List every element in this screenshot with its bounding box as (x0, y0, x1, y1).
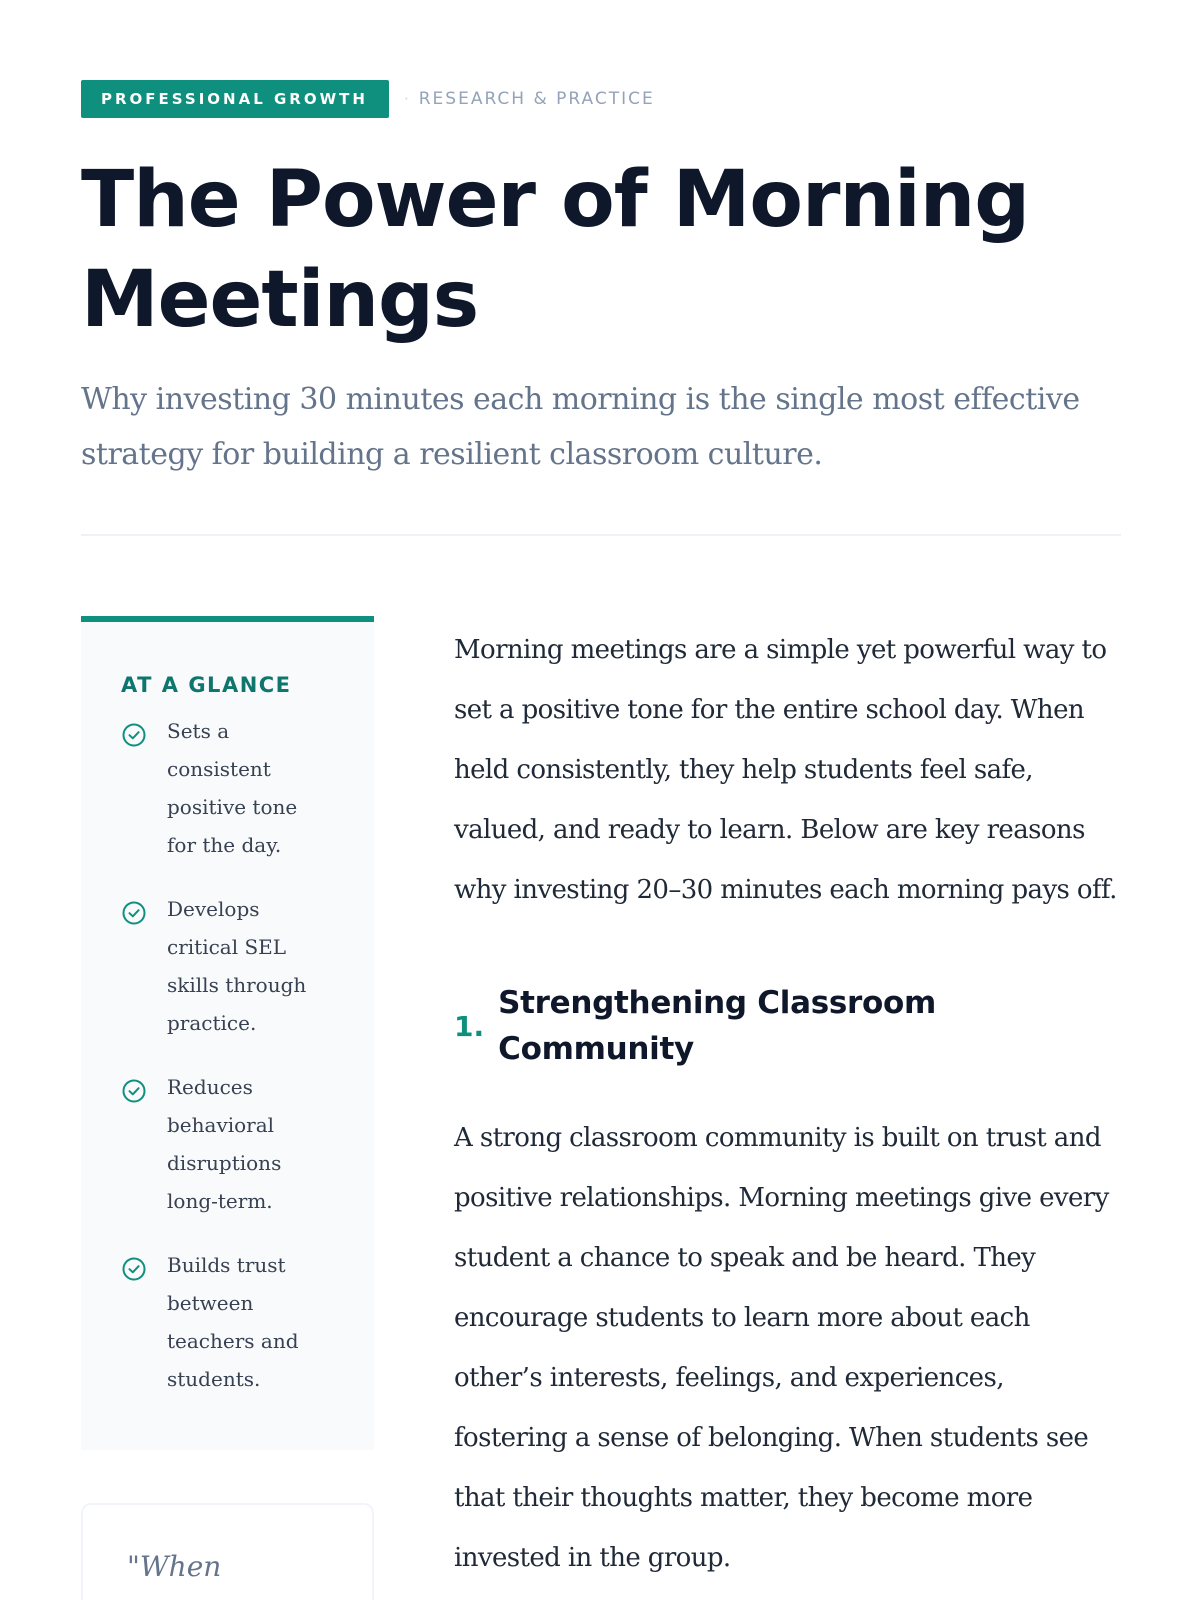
section-number: 1. (454, 1009, 485, 1043)
at-a-glance-list (121, 712, 354, 1398)
list-item-text: Develops critical SEL skills through practice. (167, 897, 307, 1035)
check-circle-icon (121, 900, 147, 926)
pull-quote-text: "When (127, 1550, 222, 1583)
list-item (121, 712, 354, 864)
section-heading (454, 980, 1121, 1072)
section-paragraph: A strong classroom community is built on trust and positive relationships. Morning meetings give every student a chance to speak and be heard. They encourage students to learn more about each other’s interests, feelings, and experiences, fostering a sense of belonging. When students see that their thoughts matter, they become more invested in the group. (454, 1123, 1109, 1573)
section-title: Strengthening Classroom Community (498, 985, 936, 1067)
check-circle-icon (121, 1256, 147, 1282)
check-circle-icon (121, 722, 147, 748)
page-subtitle: Why investing 30 minutes each morning is the single most effective strategy for building a resilient classroom culture. (81, 382, 1080, 472)
list-item-text: Builds trust between teachers and students. (167, 1253, 299, 1391)
pull-quote-card (81, 1503, 374, 1600)
list-item (121, 890, 354, 1042)
list-item-text: Sets a consistent positive tone for the day. (167, 719, 298, 857)
header-divider (81, 534, 1121, 536)
list-item-text: Reduces behavioral disruptions long-term. (167, 1075, 282, 1213)
category-label[interactable]: RESEARCH & PRACTICE (418, 89, 655, 109)
list-item (121, 1246, 354, 1398)
check-circle-icon (121, 1078, 147, 1104)
tagline (81, 80, 655, 118)
article-page (81, 0, 1121, 1600)
intro-paragraph: Morning meetings are a simple yet powerful way to set a positive tone for the entire school day. When held consistently, they help students feel safe, valued, and ready to learn. Below are key reasons why investing 20–30 minutes each morning pays off. (454, 635, 1117, 905)
category-badge[interactable]: PROFESSIONAL GROWTH (81, 80, 389, 118)
at-a-glance-title: AT A GLANCE (121, 673, 292, 697)
page-title: The Power of Morning Meetings (81, 155, 1030, 345)
tagline-separator: · (403, 90, 409, 108)
at-a-glance-box (81, 616, 374, 1450)
list-item (121, 1068, 354, 1220)
article-body (454, 620, 1121, 1588)
